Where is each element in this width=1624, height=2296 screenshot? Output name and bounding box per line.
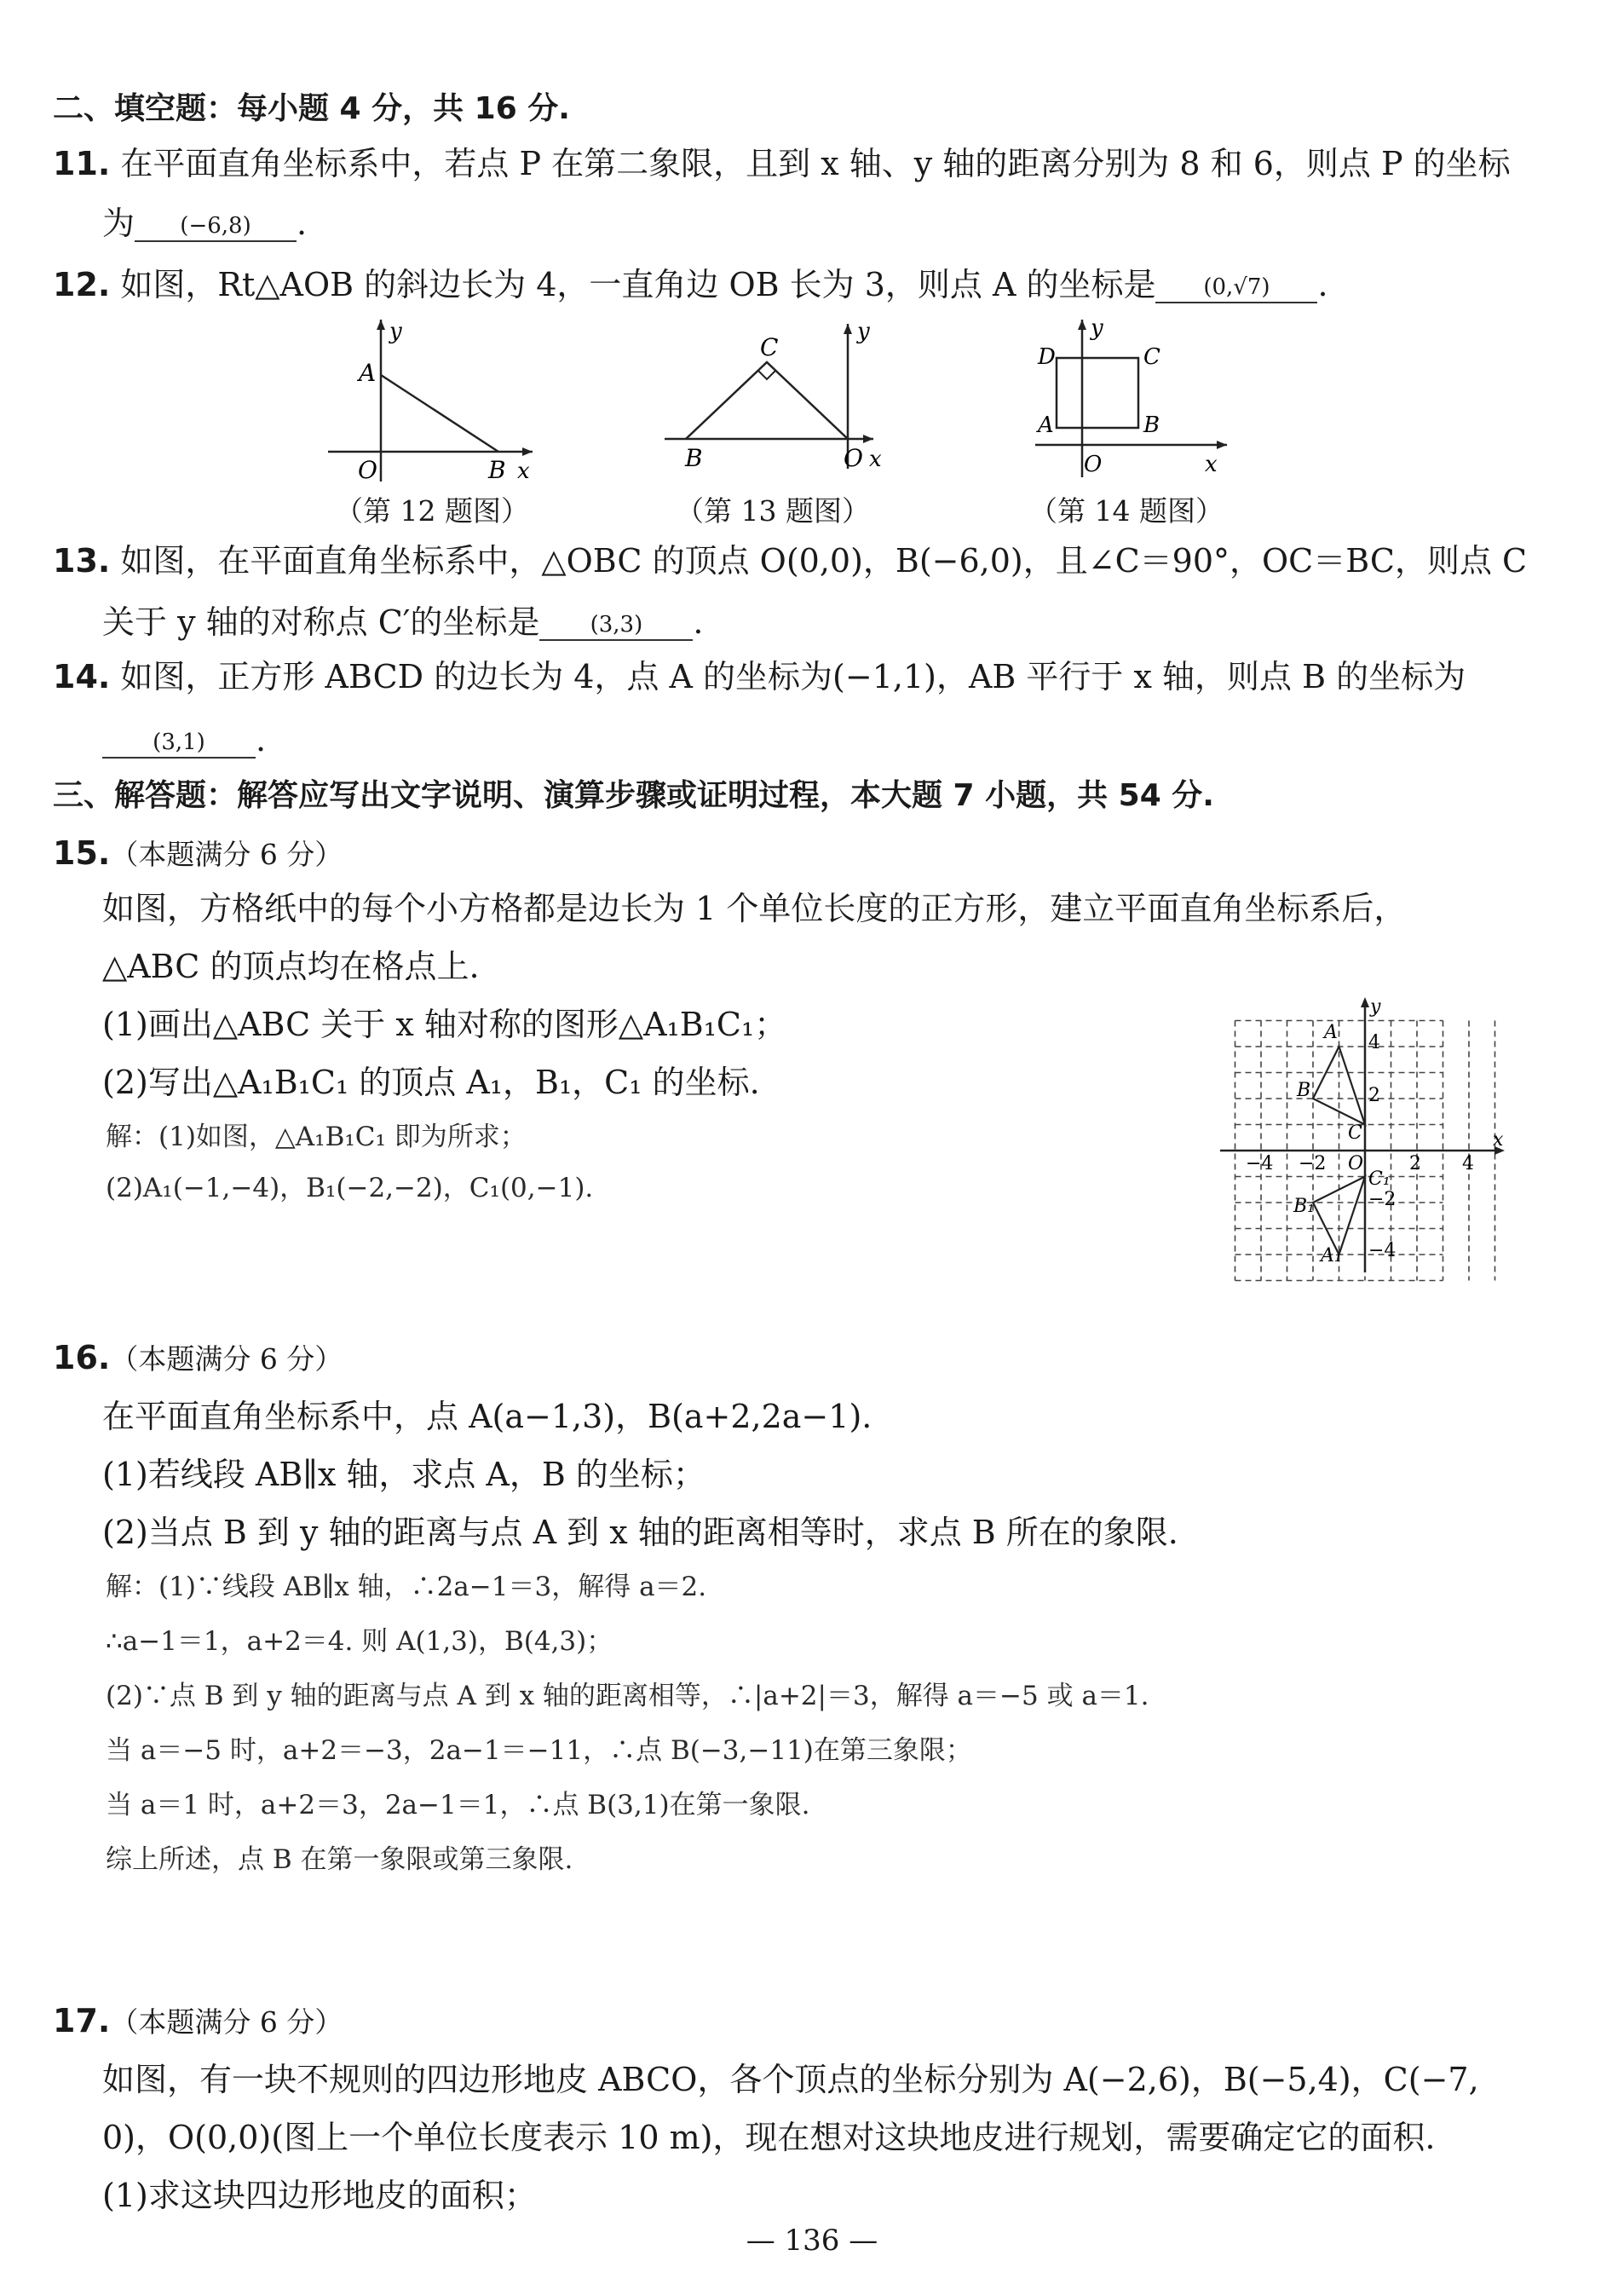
- figure-15-grid: [1220, 995, 1510, 1277]
- grid-origin: O: [1348, 1153, 1364, 1174]
- grid-point-C1: C₁: [1368, 1168, 1391, 1190]
- q17-text1: 如图，有一块不规则的四边形地皮 ABCO，各个顶点的坐标分别为 A(−2,6)，B(−5,4)，C(−7,: [102, 2061, 1479, 2098]
- page-number: — 136 —: [746, 2224, 878, 2258]
- q16-solution5: 当 a＝1 时，a+2＝3，2a−1＝1，∴点 B(3,1)在第一象限.: [106, 1790, 810, 1820]
- q14-text: 如图，正方形 ABCD 的边长为 4，点 A 的坐标为(−1,1)，AB 平行于 x 轴，则点 B 的坐标为: [120, 658, 1466, 695]
- q16-text1: 在平面直角坐标系中，点 A(a−1,3)，B(a+2,2a−1).: [102, 1398, 872, 1435]
- q16-header: [53, 1335, 343, 1382]
- figure-13: [665, 320, 886, 490]
- q15-part1: (1)画出△ABC 关于 x 轴对称的图形△A₁B₁C₁；: [102, 1006, 787, 1043]
- q16-score: （本题满分 6 分）: [110, 1342, 343, 1376]
- q13-answer: (3,3): [539, 610, 693, 641]
- fig14-label-D: D: [1038, 344, 1056, 370]
- q14-line2: (3,1) .: [102, 718, 266, 762]
- q15-number: 15.: [53, 834, 111, 872]
- q17-part1: (1)求这块四边形地皮的面积；: [102, 2177, 537, 2214]
- figure-13-caption: （第 13 题图）: [676, 494, 870, 528]
- grid-ytick-2: 2: [1368, 1085, 1380, 1106]
- grid-point-A: A: [1324, 1022, 1338, 1043]
- q15-solution1: 解：(1)如图，△A₁B₁C₁ 即为所求；: [106, 1122, 527, 1152]
- q15-text2: △ABC 的顶点均在格点上.: [102, 948, 480, 985]
- q13-line1: [53, 539, 1527, 583]
- fig13-label-O: O: [844, 444, 863, 472]
- fig12-label-B: B: [488, 456, 506, 484]
- q17-text2: 0)，O(0,0)(图上一个单位长度表示 10 m)，现在想对这块地皮进行规划，需要确定它的面积.: [102, 2119, 1436, 2156]
- q14-number: 14.: [53, 658, 111, 695]
- q12-text: 如图，Rt△AOB 的斜边长为 4，一直角边 OB 长为 3，则点 A 的坐标是: [120, 266, 1156, 303]
- q13-line2: 关于 y 轴的对称点 C′的坐标是 (3,3) .: [102, 603, 704, 641]
- figure-14: [1022, 315, 1244, 490]
- q16-part2: (2)当点 B 到 y 轴的距离与点 A 到 x 轴的距离相等时，求点 B 所在的象限.: [102, 1514, 1178, 1551]
- q16-solution6: 综上所述，点 B 在第一象限或第三象限.: [106, 1844, 573, 1875]
- fig12-label-y: y: [389, 319, 402, 344]
- q15-header: [53, 831, 343, 877]
- q11-line2: 为 (−6,8) .: [102, 205, 308, 242]
- fig12-label-A: A: [359, 359, 377, 387]
- grid-ytick-neg2: −2: [1368, 1189, 1397, 1210]
- grid-point-C: C: [1348, 1122, 1362, 1144]
- fig13-label-C: C: [760, 333, 779, 361]
- figure-12-caption: （第 12 题图）: [335, 494, 529, 528]
- fig14-label-y: y: [1091, 315, 1103, 341]
- q11-text: 在平面直角坐标系中，若点 P 在第二象限，且到 x 轴、y 轴的距离分别为 8 和 6，则点 P 的坐标: [120, 145, 1511, 182]
- q16-number: 16.: [53, 1339, 111, 1376]
- q16-part1: (1)若线段 AB∥x 轴，求点 A，B 的坐标；: [102, 1456, 705, 1493]
- q13-text: 如图，在平面直角坐标系中，△OBC 的顶点 O(0,0)，B(−6,0)，且∠C＝90°，OC＝BC，则点 C: [120, 542, 1528, 580]
- q13-text2: 关于 y 轴的对称点 C′的坐标是: [102, 603, 540, 641]
- fig13-label-x: x: [869, 447, 882, 472]
- q11-answer: (−6,8): [135, 211, 297, 242]
- q16-solution2: ∴a−1＝1，a+2＝4. 则 A(1,3)，B(4,3)；: [106, 1626, 613, 1657]
- grid-axis-x: x: [1493, 1129, 1504, 1151]
- grid-ytick-neg4: −4: [1368, 1240, 1397, 1261]
- fig12-label-x: x: [517, 459, 530, 484]
- section3-title: 三、解答题：解答应写出文字说明、演算步骤或证明过程，本大题 7 小题，共 54 分.: [53, 778, 1214, 813]
- fig14-label-x: x: [1205, 452, 1218, 477]
- q15-score: （本题满分 6 分）: [110, 838, 343, 871]
- grid-axis-y: y: [1370, 996, 1381, 1018]
- figure-14-caption: （第 14 题图）: [1029, 494, 1224, 528]
- fig14-label-B: B: [1143, 412, 1160, 438]
- q15-text1: 如图，方格纸中的每个小方格都是边长为 1 个单位长度的正方形，建立平面直角坐标系后，: [102, 890, 1407, 927]
- q16-solution1: 解：(1)∵线段 AB∥x 轴，∴2a−1＝3，解得 a＝2.: [106, 1572, 707, 1602]
- q12-number: 12.: [53, 266, 111, 303]
- q15-part2: (2)写出△A₁B₁C₁ 的顶点 A₁，B₁，C₁ 的坐标.: [102, 1064, 760, 1101]
- section2-title: 二、填空题：每小题 4 分，共 16 分.: [53, 91, 570, 126]
- fig13-label-B: B: [685, 444, 703, 472]
- q14-answer: (3,1): [102, 728, 256, 759]
- fig13-label-y: y: [857, 319, 870, 344]
- q15-solution2: (2)A₁(−1,−4)，B₁(−2,−2)，C₁(0,−1).: [106, 1173, 594, 1203]
- grid-tick-neg4: −4: [1246, 1153, 1274, 1174]
- q12-answer: (0,√7): [1155, 273, 1317, 303]
- q11-number: 11.: [53, 145, 111, 182]
- q12-line: 12. 如图，Rt△AOB 的斜边长为 4，一直角边 OB 长为 3，则点 A 的坐标是 (0,√7) .: [53, 266, 1328, 303]
- grid-point-B: B: [1297, 1080, 1311, 1101]
- q11-line1: [53, 141, 1511, 186]
- q16-solution3: (2)∵点 B 到 y 轴的距离与点 A 到 x 轴的距离相等，∴|a+2|＝3，解得 a＝−5 或 a＝1.: [106, 1681, 1149, 1711]
- grid-tick-4: 4: [1462, 1153, 1474, 1174]
- q16-solution4: 当 a＝−5 时，a+2＝−3，2a−1＝−11，∴点 B(−3,−11)在第三象限；: [106, 1735, 972, 1766]
- grid-point-B1: B₁: [1293, 1196, 1315, 1217]
- grid-tick-2: 2: [1409, 1153, 1421, 1174]
- grid-ytick-4: 4: [1368, 1032, 1380, 1053]
- grid-point-A1: A₁: [1321, 1245, 1342, 1266]
- q14-line1: [53, 655, 1466, 699]
- grid-tick-neg2: −2: [1299, 1153, 1327, 1174]
- q11-prefix: 为: [102, 205, 135, 242]
- q17-header: [53, 1999, 343, 2045]
- q17-number: 17.: [53, 2002, 111, 2039]
- fig12-label-O: O: [358, 456, 377, 484]
- q13-number: 13.: [53, 542, 111, 580]
- figure-12: [328, 320, 550, 490]
- fig14-label-C: C: [1143, 344, 1160, 370]
- q17-score: （本题满分 6 分）: [110, 2005, 343, 2039]
- fig14-label-A: A: [1038, 412, 1054, 438]
- fig14-label-O: O: [1084, 452, 1103, 477]
